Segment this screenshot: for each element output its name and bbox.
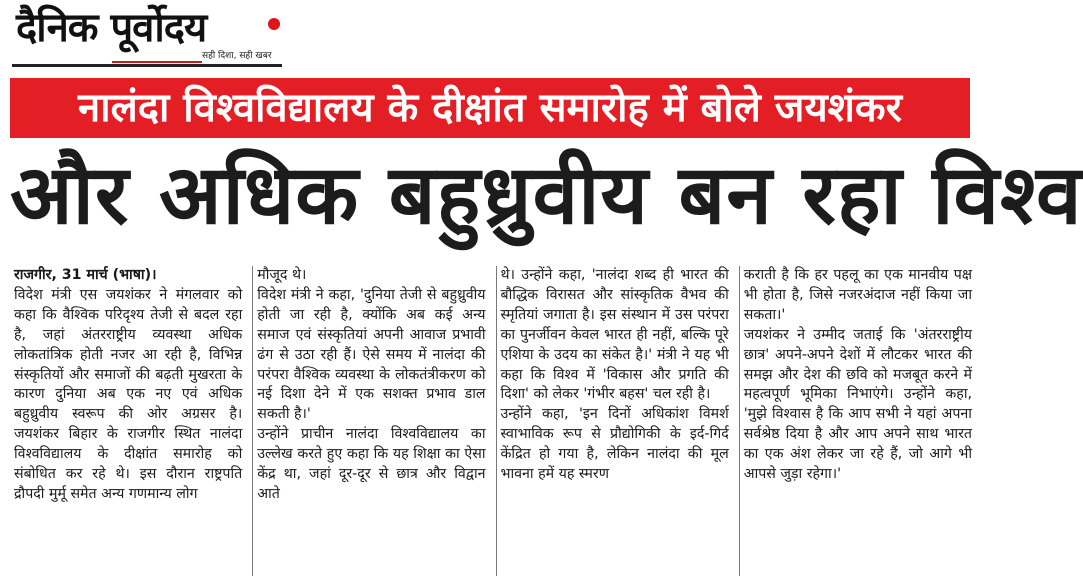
article-column-4 [739, 266, 976, 576]
main-headline: और अधिक बहुध्रुवीय बन रहा विश्व [10, 148, 1083, 243]
paragraph-text: विदेश मंत्री एस जयशंकर ने मंगलवार को कहा कि वैश्विक परिदृश्य तेजी से बदल रहा है, जहां अंतरराष्ट्रीय व्यवस्था अधिक लोकतांत्रिक होती नजर आ रही है, विभिन्न संस्कृतियों और समाजों की बढ़ती मुखरता के कारण दुनिया अब एक नए एवं अधिक बहुध्रुवीय स्वरूप की ओर अग्रसर है। जयशंकर बिहार के राजगीर स्थित नालंदा विश्वविद्यालय के दीक्षांत समारोह को संबोधित कर रहे थे। इस दौरान राष्ट्रपति द्रौपदी मुर्मू समेत अन्य गणमान्य लोग [14, 286, 243, 502]
column-paragraph: उन्होंने प्राचीन नालंदा विश्वविद्यालय का उल्लेख करते हुए कहा कि यह शिक्षा का ऐसा केंद्र था, जहां दूर-दूर से छात्र और विद्वान आते [257, 426, 486, 502]
masthead-rule [12, 64, 282, 67]
article-column-2 [252, 266, 489, 576]
masthead-title: दैनिक पूर्वोदय [16, 5, 207, 51]
article-column-3 [496, 266, 733, 576]
column-paragraph: जयशंकर ने उम्मीद जताई कि 'अंतरराष्ट्रीय छात्र' अपने-अपने देशों में लौटकर भारत की समझ और देश की छवि को मजबूत करने में महत्वपूर्ण भूमिका निभाएंगे। उन्होंने कहा, 'मुझे विश्वास है कि आप सभी ने यहां अपना सर्वश्रेष्ठ दिया है और आप अपने साथ भारत का एक अंश लेकर जा रहे हैं, जो आगे भी आपसे जुड़ा रहेगा।' [743, 326, 972, 483]
column-paragraph: मौजूद थे। [257, 267, 307, 283]
kicker-headline: नालंदा विश्वविद्यालय के दीक्षांत समारोह में बोले जयशंकर [10, 78, 970, 138]
masthead-dot-icon [268, 18, 280, 30]
masthead-accent-rule [112, 61, 202, 63]
dateline: राजगीर, 31 मार्च (भाषा)। [14, 267, 157, 283]
article-body [10, 266, 976, 576]
column-paragraph: विदेश मंत्री ने कहा, 'दुनिया तेजी से बहुध्रुवीय होती जा रही है, क्योंकि अब कई अन्य समाज एवं संस्कृतियां अपनी आवाज प्रभावी ढंग से उठा रही हैं। ऐसे समय में नालंदा की परंपरा वैश्विक व्यवस्था के लोकतंत्रीकरण को नई दिशा देने में एक सशक्त प्रभाव डाल सकती है।' [257, 286, 486, 423]
article-column-1 [10, 266, 246, 576]
masthead-tagline: सही दिशा, सही खबर [202, 51, 272, 61]
column-paragraph: कराती है कि हर पहलू का एक मानवीय पक्ष भी होता है, जिसे नजरअंदाज नहीं किया जा सकता।' [743, 267, 972, 323]
masthead [12, 4, 292, 70]
column-paragraph: थे। उन्होंने कहा, 'नालंदा शब्द ही भारत की बौद्धिक विरासत और सांस्कृतिक वैभव की स्मृतियां जगाता है। इस संस्थान में उस परंपरा का पुनर्जीवन केवल भारत ही नहीं, बल्कि पूरे एशिया के उदय का संकेत है।' मंत्री ने यह भी कहा कि विश्व में 'विकास और प्रगति की दिशा' को लेकर 'गंभीर बहस' चल रही है। [500, 267, 729, 403]
column-paragraph: उन्होंने कहा, 'इन दिनों अधिकांश विमर्श स्वाभाविक रूप से प्रौद्योगिकी के इर्द-गिर्द केंद्रित हो गया है, लेकिन नालंदा की मूल भावना हमें यह स्मरण [500, 406, 729, 483]
column-paragraph [14, 266, 242, 505]
